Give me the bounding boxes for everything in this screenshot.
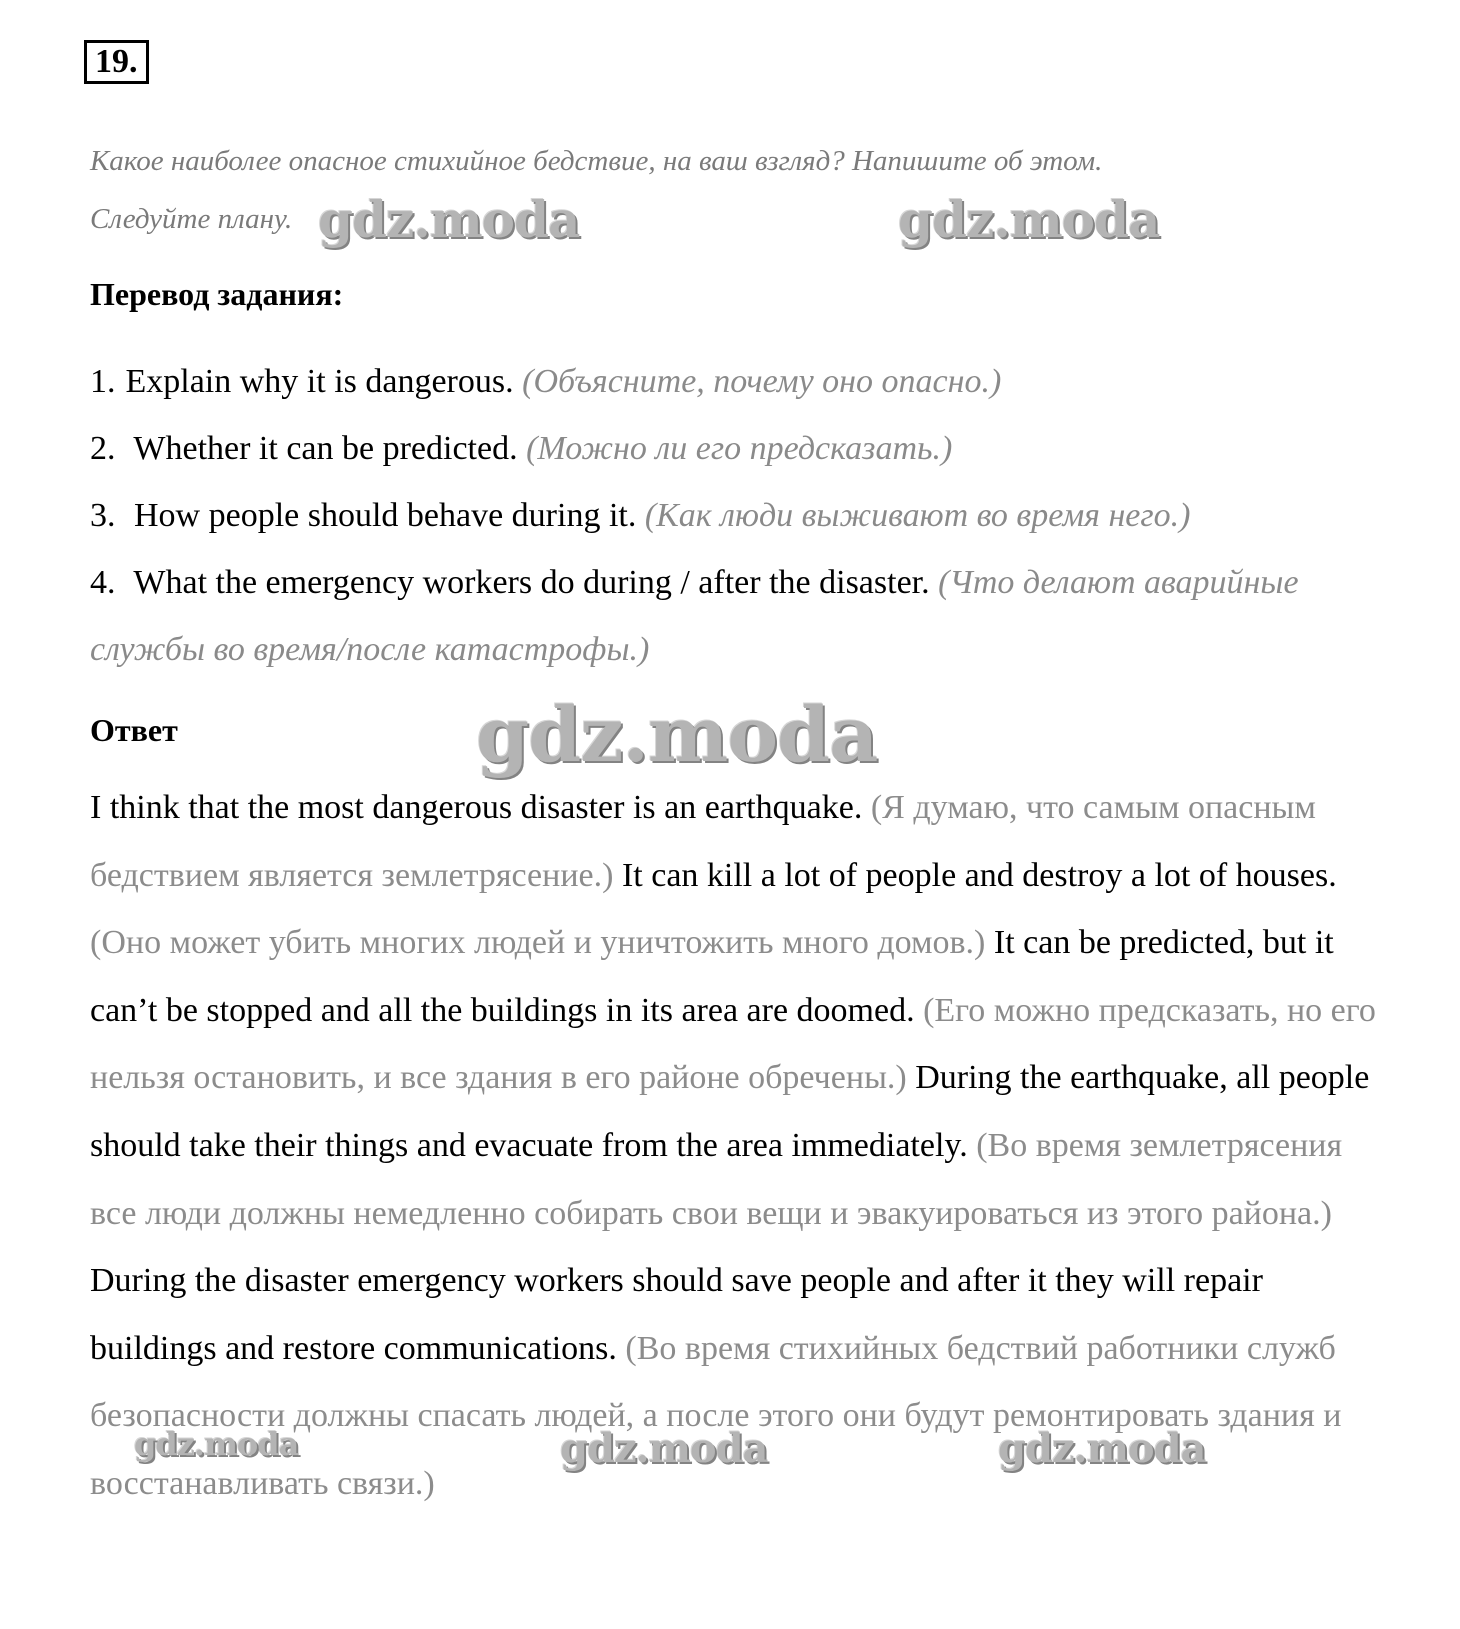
answer-sentence-en: During the earthquake, all people should take their things and evacuate from the area immediately.: [90, 1059, 1370, 1164]
prompt-line-1: Какое наиболее опасное стихийное бедствие, на ваш взгляд? Напишите об этом.: [90, 145, 1103, 177]
plan-item-number: 2.: [90, 430, 116, 467]
answer-sentence-en: It can kill a lot of people and destroy a lot of houses.: [621, 856, 1337, 894]
task-prompt: [90, 132, 1390, 248]
answer-sentence-ru: (Во время землетрясения все люди должны немедленно собирать свои вещи и эвакуироваться из этого района.): [90, 1126, 1343, 1232]
task-number-box: 19.: [84, 40, 149, 84]
answer-sentence-en: I think that the most dangerous disaster is an earthquake.: [90, 789, 863, 826]
watermark: gdz.moda: [476, 690, 878, 779]
watermark: gdz.moda: [318, 190, 580, 249]
answer-sentence-en: During the disaster emergency workers should save people and after it they will repair buildings and restore communications.: [90, 1262, 1263, 1367]
watermark: gdz.moda: [134, 1425, 299, 1463]
answer-sentence-ru: (Оно может убить многих людей и уничтожить много домов.): [90, 924, 986, 962]
answer-paragraph: [90, 774, 1380, 1518]
prompt-line-2: Следуйте плану.: [90, 203, 293, 235]
plan-item: [90, 549, 1390, 683]
answer-sentence-ru: (Я думаю, что самым опасным бедствием является землетрясение.): [90, 789, 1316, 894]
plan-item-ru: (Как люди выживают во время него.): [644, 497, 1191, 534]
plan-item-number: 4.: [90, 564, 116, 601]
watermark: gdz.moda: [560, 1425, 768, 1472]
watermark: gdz.moda: [898, 190, 1160, 249]
translation-heading: Перевод задания:: [90, 276, 344, 312]
plan-item-en: Explain why it is dangerous.: [125, 363, 514, 400]
plan-item-ru: (Можно ли его предсказать.): [526, 430, 953, 467]
plan-item: [90, 348, 1390, 415]
plan-item: [90, 482, 1390, 549]
answer-sentence-en: It can be predicted, but it can’t be stopped and all the buildings in its area are doomed.: [90, 924, 1334, 1029]
plan-item-ru: (Что делают аварийные службы во время/после катастрофы.): [90, 564, 1299, 668]
plan-item-number: 3.: [90, 497, 116, 534]
answer-heading: Ответ: [90, 712, 178, 748]
answer-sentence-ru: (Во время стихийных бедствий работники служб безопасности должны спасать людей, а после этого они будут ремонтировать здания и восстанавливать связи.): [90, 1329, 1342, 1502]
watermark: gdz.moda: [998, 1425, 1206, 1472]
plan-item: [90, 415, 1390, 482]
answer-sentence-ru: (Его можно предсказать, но его нельзя остановить, и все здания в его районе обречены.): [90, 991, 1376, 1097]
plan-list: [90, 348, 1390, 683]
plan-item-ru: (Объясните, почему оно опасно.): [522, 363, 1002, 400]
plan-item-en: How people should behave during it.: [134, 497, 637, 534]
plan-item-en: What the emergency workers do during / after the disaster.: [133, 564, 930, 601]
plan-item-number: 1.: [90, 363, 116, 400]
plan-item-en: Whether it can be predicted.: [133, 430, 518, 467]
